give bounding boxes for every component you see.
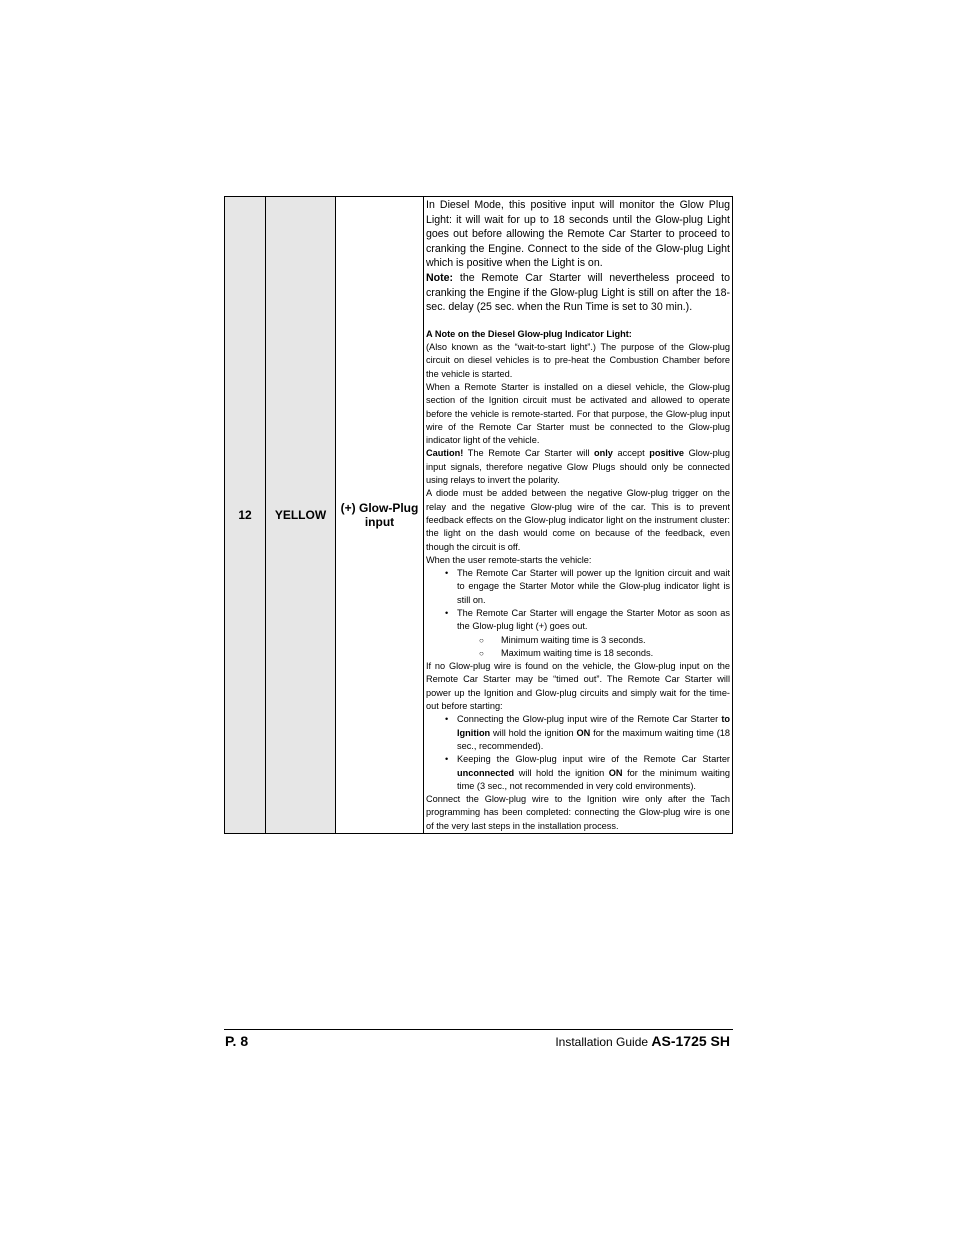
list-item: ○ Maximum waiting time is 18 seconds.	[426, 647, 730, 660]
paragraph-timeout: If no Glow-plug wire is found on the vehicle, the Glow-plug input on the Remote Car Starter may be “timed out”. The Remote Car Starter will power up the Ignition and Glow-plug circuits and simply wait for the time-out before starting:	[426, 661, 730, 712]
wire-color-cell: YELLOW	[266, 197, 336, 834]
description-note: Note: the Remote Car Starter will nevertheless proceed to cranking the Engine if the Glow-plug Light is still on after the 18-sec. delay (25 sec. when the Run Time is set to 30 min.).	[426, 271, 730, 314]
wire-function-cell: (+) Glow-Plug input	[336, 197, 424, 834]
description-intro: In Diesel Mode, this positive input will monitor the Glow Plug Light: it will wait for up to 18 seconds until the Glow-plug Light goes out before allowing the Remote Car Starter to proceed to cranking the Engine. Connect to the side of the Glow-plug Light which is positive when the Light is on.	[426, 199, 730, 270]
circle-bullet-icon: ○	[479, 635, 484, 645]
remote-start-list	[426, 567, 730, 660]
bullet-icon: •	[445, 714, 449, 725]
paragraph-installation: When a Remote Starter is installed on a diesel vehicle, the Glow-plug section of the Ignition circuit must be activated and allowed to operate before the vehicle is remote-started. For that purpose, the Glow-plug input wire of the Remote Car Starter must be connected to the Glow-plug indicator light of the vehicle.	[426, 381, 730, 446]
paragraph-remote-start: When the user remote-starts the vehicle:	[426, 554, 592, 565]
table-row	[225, 197, 733, 834]
bullet-icon: •	[445, 568, 449, 579]
timeout-list	[426, 713, 730, 793]
wire-function-table	[224, 196, 733, 834]
list-item: • Keeping the Glow-plug input wire of the Remote Car Starter unconnected will hold the ignition ON for the minimum waiting time (3 sec., not recommended in very cold environments).	[445, 754, 730, 791]
model-name: AS-1725 SH	[651, 1033, 730, 1049]
list-item: ○ Minimum waiting time is 3 seconds.	[426, 634, 730, 647]
guide-title: Installation Guide AS-1725 SH	[555, 1033, 730, 1049]
wire-number-cell: 12	[225, 197, 266, 834]
bullet-icon: •	[445, 754, 449, 765]
list-item: • Connecting the Glow-plug input wire of the Remote Car Starter to Ignition will hold the ignition ON for the maximum waiting time (18 sec., recommended).	[445, 714, 730, 751]
footer-divider	[224, 1029, 733, 1030]
paragraph-diode: A diode must be added between the negative Glow-plug trigger on the relay and the negative Glow-plug wire of the car. This is to prevent feedback effects on the Glow-plug indicator light on the instrument cluster: the light on the dash would come on because of the feedback, even though the circuit is off.	[426, 488, 730, 552]
bullet-icon: •	[445, 607, 449, 618]
note-label: Note:	[426, 271, 454, 284]
circle-bullet-icon: ○	[479, 648, 484, 658]
section-heading: A Note on the Diesel Glow-plug Indicator Light:	[426, 328, 632, 339]
paragraph-tach: Connect the Glow-plug wire to the Ignition wire only after the Tach programming has been completed: connecting the Glow-plug wire is one of the very last steps in the installation process.	[426, 794, 730, 831]
paragraph-purpose: (Also known as the “wait-to-start light”.) The purpose of the Glow-plug circuit on diesel vehicles is to pre-heat the Combustion Chamber before the vehicle is started.	[426, 342, 730, 379]
wire-description-cell	[424, 197, 733, 834]
caution-label: Caution!	[426, 448, 464, 459]
list-item: • The Remote Car Starter will power up the Ignition circuit and wait to engage the Starter Motor while the Glow-plug indicator light is still on.	[445, 568, 730, 605]
list-item: • The Remote Car Starter will engage the Starter Motor as soon as the Glow-plug light (+) goes out.	[445, 607, 730, 632]
paragraph-caution: Caution! The Remote Car Starter will only accept positive Glow-plug input signals, therefore negative Glow Plugs should only be connected using relays to invert the polarity.	[426, 448, 730, 486]
page-number: P. 8	[225, 1033, 249, 1049]
